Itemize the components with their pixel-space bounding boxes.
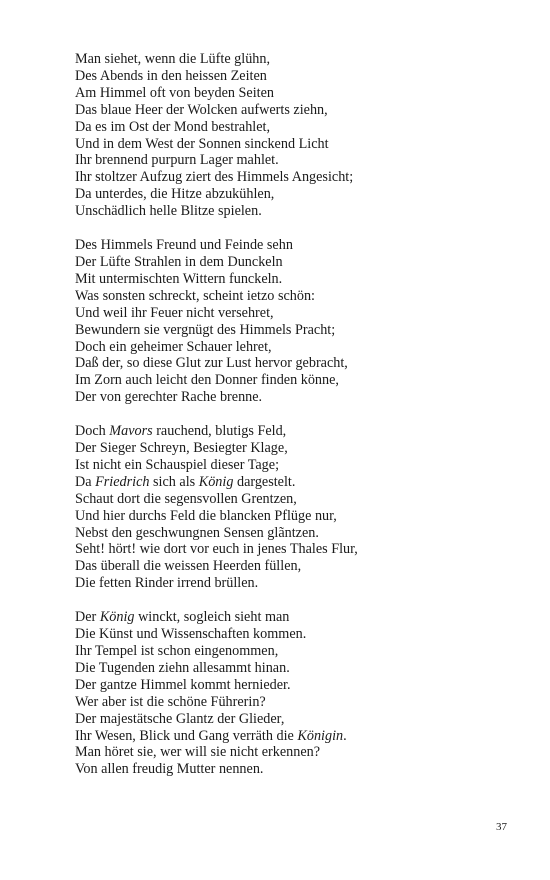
line-text: Da es im Ost der Mond bestrahlet, bbox=[75, 118, 271, 135]
poem-line bbox=[75, 626, 515, 643]
poem-line bbox=[75, 541, 515, 558]
line-text: Im Zorn auch leicht den Donner finden könne, bbox=[75, 372, 339, 389]
poem-line bbox=[75, 609, 515, 626]
line-text: Ist nicht ein Schauspiel dieser Tage; bbox=[75, 456, 280, 473]
stanza-4 bbox=[75, 609, 515, 778]
poem-body bbox=[75, 51, 515, 795]
line-text: Ihr Wesen, Blick und Gang verräth die bbox=[75, 727, 298, 744]
poem-line bbox=[75, 389, 515, 406]
poem-line bbox=[75, 152, 515, 169]
line-text: Die Tugenden ziehn allesammt hinan. bbox=[75, 659, 290, 676]
line-text: Die fetten Rinder irrend brüllen. bbox=[75, 575, 259, 592]
poem-line bbox=[75, 85, 515, 102]
poem-line bbox=[75, 186, 515, 203]
poem-line bbox=[75, 254, 515, 271]
stanza-3 bbox=[75, 423, 515, 592]
italic-name: Königin bbox=[297, 727, 344, 744]
line-text: Des Himmels Freund und Feinde sehn bbox=[75, 237, 293, 254]
line-text: Daß der, so diese Glut zur Lust hervor gebracht, bbox=[75, 355, 348, 372]
poem-line bbox=[75, 440, 515, 457]
line-text: Schaut dort die segensvollen Grentzen, bbox=[75, 490, 297, 507]
line-text: Von allen freudig Mutter nennen. bbox=[75, 761, 264, 778]
stanza-1 bbox=[75, 51, 515, 220]
line-text: Der Sieger Schreyn, Besiegter Klage, bbox=[75, 440, 288, 457]
line-text: Da bbox=[75, 473, 96, 490]
line-text: Bewundern sie vergnügt des Himmels Pracht; bbox=[75, 321, 336, 338]
poem-line bbox=[75, 355, 515, 372]
line-text: Was sonsten schreckt, scheint ietzo schön: bbox=[75, 287, 315, 304]
line-text: Und in dem West der Sonnen sinckend Licht bbox=[75, 135, 329, 152]
line-text: Mit untermischten Wittern funckeln. bbox=[75, 270, 283, 287]
line-text: Der gantze Himmel kommt hernieder. bbox=[75, 676, 291, 693]
poem-line bbox=[75, 728, 515, 745]
line-text: Das überall die weissen Heerden füllen, bbox=[75, 558, 302, 575]
poem-line bbox=[75, 372, 515, 389]
line-text: Seht! hört! wie dort vor euch in jenes Thales Flur, bbox=[75, 541, 358, 558]
line-text: Der von gerechter Rache brenne. bbox=[75, 389, 263, 406]
line-text: Am Himmel oft von beyden Seiten bbox=[75, 84, 274, 101]
poem-line bbox=[75, 457, 515, 474]
poem-line bbox=[75, 339, 515, 356]
poem-line bbox=[75, 643, 515, 660]
poem-line bbox=[75, 119, 515, 136]
line-text: Doch ein geheimer Schauer lehret, bbox=[75, 338, 272, 355]
stanza-2 bbox=[75, 237, 515, 406]
italic-name: König bbox=[198, 473, 234, 490]
poem-line bbox=[75, 694, 515, 711]
line-text: Man höret sie, wer will sie nicht erkennen? bbox=[75, 744, 321, 761]
poem-line bbox=[75, 474, 515, 491]
line-text: Ihr stoltzer Aufzug ziert des Himmels Angesicht; bbox=[75, 169, 354, 186]
line-text: Wer aber ist die schöne Führerin? bbox=[75, 693, 266, 710]
line-text: Unschädlich helle Blitze spielen. bbox=[75, 203, 262, 220]
poem-line bbox=[75, 271, 515, 288]
poem-line bbox=[75, 508, 515, 525]
line-text: Ihr Tempel ist schon eingenommen, bbox=[75, 643, 279, 659]
line-text: Das blaue Heer der Wolcken aufwerts ziehn, bbox=[75, 101, 328, 118]
line-text: rauchend, blutigs Feld, bbox=[152, 423, 287, 440]
poem-line bbox=[75, 491, 515, 508]
line-text: winckt, sogleich sieht man bbox=[134, 609, 290, 626]
poem-line bbox=[75, 322, 515, 339]
line-text: . bbox=[343, 727, 347, 744]
line-text: Des Abends in den heissen Zeiten bbox=[75, 67, 267, 84]
line-text: Und hier durchs Feld die blancken Pflüge nur, bbox=[75, 507, 337, 524]
poem-line bbox=[75, 237, 515, 254]
line-text: Doch bbox=[75, 423, 110, 440]
poem-line bbox=[75, 51, 515, 68]
line-text: Da unterdes, die Hitze abzukühlen, bbox=[75, 186, 275, 203]
poem-line bbox=[75, 423, 515, 440]
line-text: Die Künst und Wissenschaften kommen. bbox=[75, 626, 307, 643]
poem-line bbox=[75, 711, 515, 728]
poem-line bbox=[75, 169, 515, 186]
poem-line bbox=[75, 288, 515, 305]
poem-line bbox=[75, 525, 515, 542]
page-number: 37 bbox=[496, 821, 507, 833]
poem-line bbox=[75, 305, 515, 322]
poem-line bbox=[75, 558, 515, 575]
line-text: Man siehet, wenn die Lüfte glühn, bbox=[75, 51, 271, 67]
poem-line bbox=[75, 744, 515, 761]
poem-line bbox=[75, 761, 515, 778]
line-text: Der majestätsche Glantz der Glieder, bbox=[75, 710, 285, 727]
italic-name: König bbox=[99, 609, 135, 626]
italic-name: Friedrich bbox=[95, 473, 150, 490]
poem-line bbox=[75, 136, 515, 153]
poem-line bbox=[75, 102, 515, 119]
line-text: Nebst den geschwungnen Sensen glãntzen. bbox=[75, 524, 319, 541]
line-text: Der Lüfte Strahlen in dem Dunckeln bbox=[75, 253, 283, 270]
italic-name: Mavors bbox=[109, 423, 153, 440]
poem-line bbox=[75, 660, 515, 677]
poem-line bbox=[75, 203, 515, 220]
line-text: Der bbox=[75, 609, 100, 626]
line-text: Und weil ihr Feuer nicht versehret, bbox=[75, 304, 274, 321]
line-text: sich als bbox=[149, 473, 199, 490]
poem-line bbox=[75, 68, 515, 85]
poem-line bbox=[75, 575, 515, 592]
line-text: dargestelt. bbox=[233, 473, 296, 490]
poem-line bbox=[75, 677, 515, 694]
line-text: Ihr brennend purpurn Lager mahlet. bbox=[75, 152, 279, 169]
